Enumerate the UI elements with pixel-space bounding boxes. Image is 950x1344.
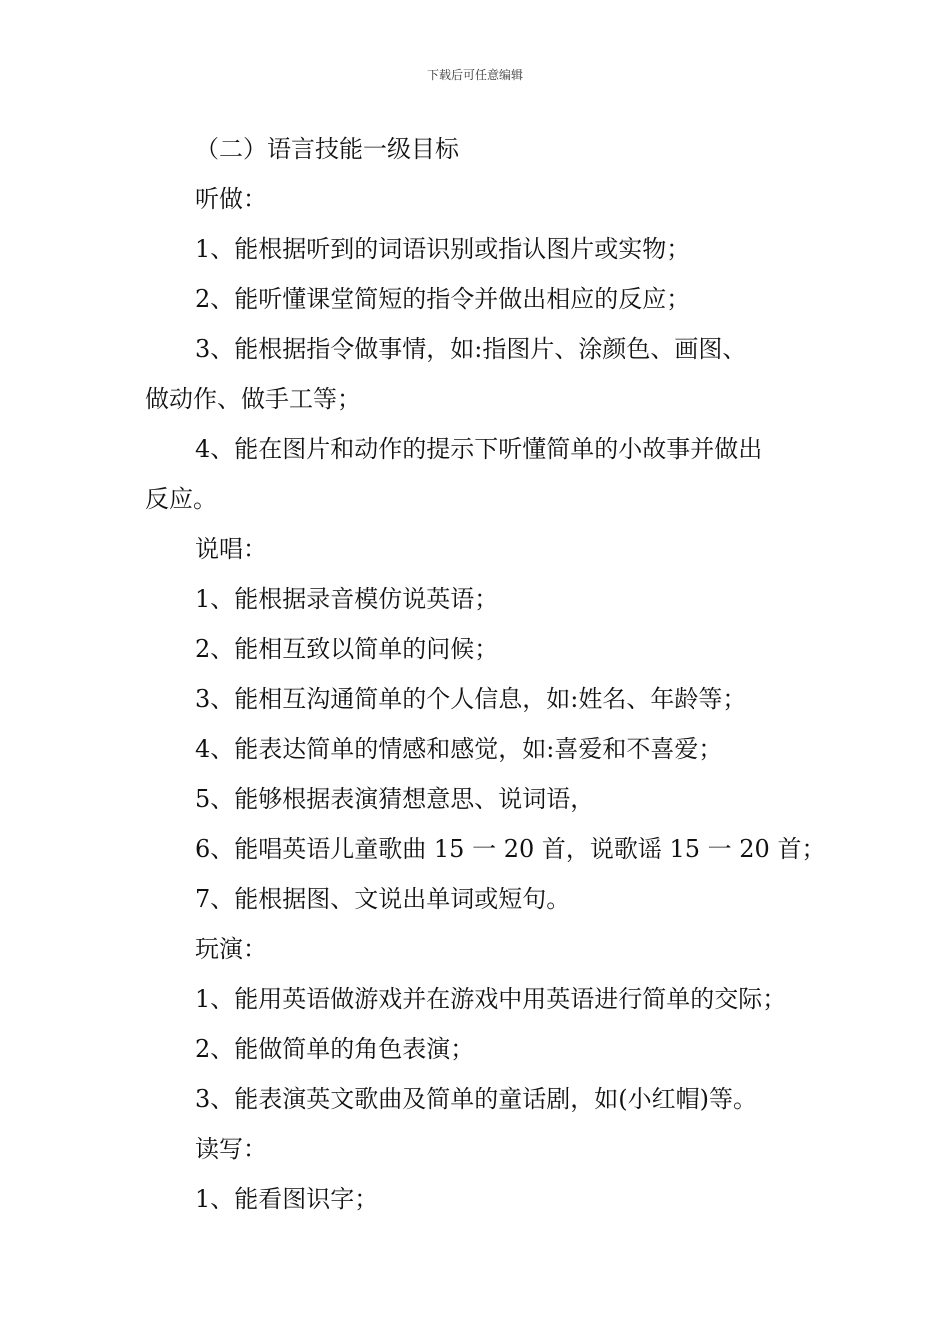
speak-item-4: 4、能表达简单的情感和感觉，如:喜爱和不喜爱； (195, 735, 723, 763)
page-header-note: 下载后可任意编辑 (426, 68, 523, 82)
listen-heading: 听做： (195, 185, 267, 213)
speak-item-7: 7、能根据图、文说出单词或短句。 (195, 885, 571, 913)
speak-item-6: 6、能唱英语儿童歌曲 15 一 20 首，说歌谣 15 一 20 首； (195, 835, 826, 863)
speak-item-1: 1、能根据录音模仿说英语； (195, 585, 499, 613)
play-item-1: 1、能用英语做游戏并在游戏中用英语进行简单的交际； (195, 985, 787, 1013)
speak-item-5: 5、能够根据表演猜想意思、说词语， (195, 785, 595, 813)
read-item-1: 1、能看图识字； (195, 1185, 379, 1213)
speak-item-2: 2、能相互致以简单的问候； (195, 635, 499, 663)
read-heading: 读写： (195, 1135, 267, 1163)
listen-item-3-continued: 做动作、做手工等； (145, 385, 361, 413)
play-item-2: 2、能做简单的角色表演； (195, 1035, 475, 1063)
play-item-3: 3、能表演英文歌曲及简单的童话剧，如(小红帽)等。 (195, 1085, 757, 1113)
section-title: （二）语言技能一级目标 (195, 135, 459, 163)
listen-item-4-continued: 反应。 (145, 485, 217, 513)
listen-item-3: 3、能根据指令做事情，如:指图片、涂颜色、画图、 (195, 335, 747, 363)
play-heading: 玩演： (195, 935, 267, 963)
speak-item-3: 3、能相互沟通简单的个人信息，如:姓名、年龄等； (195, 685, 747, 713)
speak-heading: 说唱： (195, 535, 267, 563)
listen-item-2: 2、能听懂课堂简短的指令并做出相应的反应； (195, 285, 691, 313)
listen-item-1: 1、能根据听到的词语识别或指认图片或实物； (195, 235, 691, 263)
listen-item-4: 4、能在图片和动作的提示下听懂简单的小故事并做出 (195, 435, 763, 463)
